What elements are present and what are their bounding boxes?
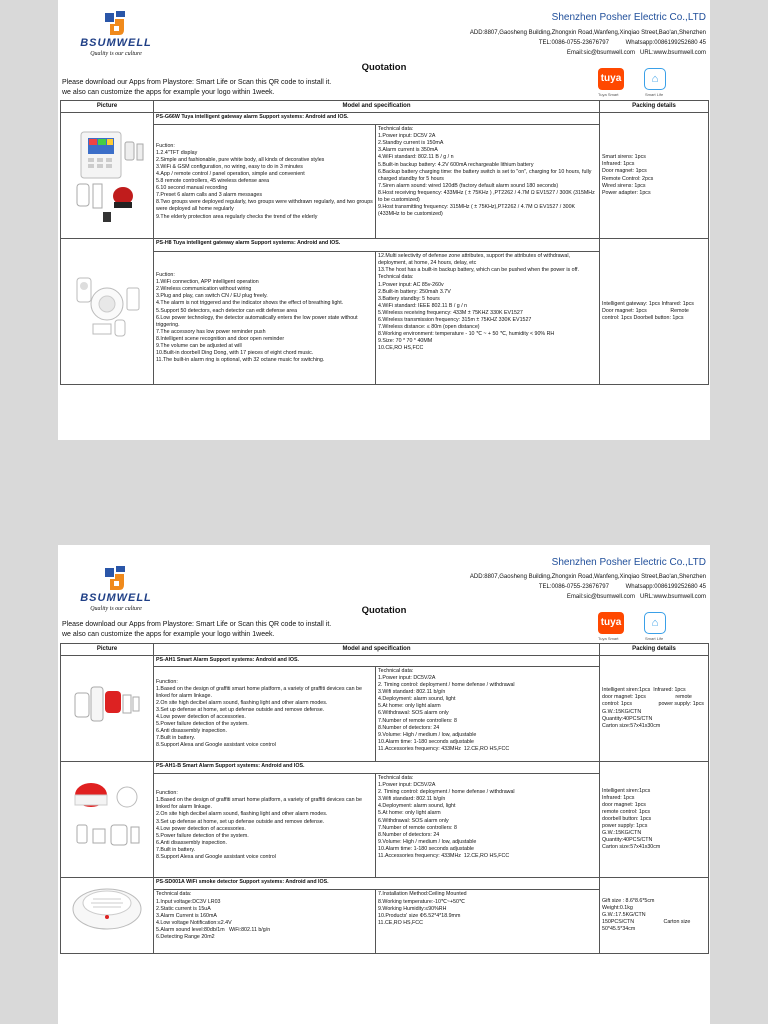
quotation-page-1	[58, 0, 724, 440]
company-name: Shenzhen Posher Electric Co.,LTD	[551, 557, 706, 568]
address-line-3: Email:sic@bsumwell.com URL:www.bsumwell.com	[566, 50, 706, 56]
intro-line-1: Please download our Apps from Playstore: Smart Life or Scan this QR code to install it.	[62, 621, 332, 628]
smart-life-caption: Smart Life	[645, 636, 664, 641]
product-image-g66w	[61, 113, 154, 239]
intro-line-2: we also can customize the apps for example your logo within 1week.	[62, 89, 275, 96]
ah1-kit-image	[63, 657, 151, 757]
header-model: Model and specification	[154, 101, 600, 113]
quotation-title: Quotation	[361, 605, 407, 616]
product-title: PS-H8 Tuya intelligent gateway alarm Support systems: Android and IOS.	[154, 239, 600, 252]
packing-details: Smart sirens: 1pcs Infrared: 1pcs Door magnet: 1pcs Remote Control: 2pcs Wired sirens: 1pcs Power adapter: 1pcs	[600, 113, 709, 239]
h8-gateway-kit-image	[63, 240, 151, 380]
quotation-table-2	[60, 643, 709, 954]
tuya-app-icon[interactable]: tuya	[598, 612, 624, 634]
product-image-ah1-b	[61, 762, 154, 878]
product-image-h8	[61, 239, 154, 385]
smart-life-caption: Smart Life	[645, 92, 664, 97]
tuya-app-icon[interactable]: tuya	[598, 68, 624, 90]
address-line-2: TEL:0086-0755-23676797 Whatsapp:0086199252680 45	[538, 40, 706, 46]
technical-data: Technical data: 1.Power input: DC5V/2A 2. Timing control: deployment / home defense / withdrawal 3.Wifi standard: 802.11 b/g/n 4.Deployment: alarm sound, light 5.At home: only light alarm 6.Withdrawal: SOS alarm only 7.Number of remote controllers: 8 8.Number of detectors: 24 9.Volume: High / medium / low, adjustable 10.Alarm time: 1-180 seconds adjustable 11.Accessories frequency: 433MHz 12.CE,RO HS,FCC	[376, 774, 600, 878]
function-list: Fuction: 1.2.4"TFT display 2.Simple and fashionable, pure white body, all kinds of decorative styles 3.WiFi & GSM configuration, no wiring, easy to do in 3 minutes 4.App / remote control / panel operation, simple and convenient 5.8 remote controllers, 45 wireless defense area 6.10 second manual recording 7.Preset 6 alarm calls and 3 alarm messages 8.Two groups were deployed regularly, two groups were withdrawn regularly, and two groups were deployed all home regularly 9.The elderly protection area regularly checks the trend of the elderly	[154, 125, 376, 239]
product-title: PS-G66W Tuya intelligent gateway alarm Support systems: Android and IOS.	[154, 113, 600, 125]
header-model: Model and specification	[154, 644, 600, 656]
packing-details: Intelligent gateway: 1pcs Infrared: 1pcs Door magnet: 1pcs Remote control: 1pcs Doorbell button: 1pcs	[600, 239, 709, 385]
header-packing: Packing details	[600, 101, 709, 113]
table-header-row	[61, 101, 709, 113]
header-packing: Packing details	[600, 644, 709, 656]
packing-details: Intelligent siren:1pcs Infrared: 1pcs door magnet: 1pcs remote control: 1pcs power supply: 1pcs G.W.:15KG/CTN Quantity:40PCS/CTN Carton size:57x41x30cm	[600, 656, 709, 762]
function-list: Fuction: 1.WiFi connection, APP intelligent operation 2.Wireless communication without wiring 3.Plug and play, can switch CN / EU plug freely. 4.The alarm is not triggered and the indicator shows the effect of breathing light. 5.Support 50 detectors, each detector can edit defense area 6.Low power technology, the detector automatically enters the low power state without triggering. 7.The accessory has low power reminder push 8.Intelligent scene recognition and door open reminder 9.The volume can be adjusted at will 10.Built-in doorbell Ding Dong, with 17 pieces of eight chord music. 11.The built-in alarm ring is optional, with 32 octane music for switching.	[154, 252, 376, 385]
product-title-row	[61, 762, 709, 774]
table-header-row	[61, 644, 709, 656]
product-image-ah1	[61, 656, 154, 762]
product-title-row	[61, 878, 709, 890]
header-picture: Picture	[61, 644, 154, 656]
product-title: PS-AH1 Smart Alarm Support systems: Android and IOS.	[154, 656, 600, 667]
packing-details: Intelligent siren:1pcs Infrared: 1pcs door magnet: 1pcs remote control: 1pcs doorbell button: 1pcs power supply: 1pcs G.W.:15KG/CTN Quantity:40PCS/CTN Carton size:57x41x30cm	[600, 762, 709, 878]
quotation-title: Quotation	[361, 62, 407, 73]
brand-slogan: Quality is our culture	[90, 51, 142, 57]
gateway-alarm-kit-image	[63, 114, 151, 234]
product-title-row	[61, 239, 709, 252]
logo-mark-icon	[104, 565, 126, 591]
brand-name: BSUMWELL	[80, 592, 152, 604]
technical-data: Technical data: 1.Power input: DC5V/2A 2. Timing control: deployment / home defense / withdrawal 3.Wifi standard: 802.11 b/g/n 4.Deployment: alarm sound, light 5.At home: only light alarm 6.Withdrawal: SOS alarm only 7.Number of remote controllers: 8 8.Number of detectors: 24 9.Volume: High / medium / low, adjustable 10.Alarm time: 1-180 seconds adjustable 11.Accessories frequency: 433MHz 12.CE,RO HS,FCC	[376, 666, 600, 761]
product-title-row	[61, 113, 709, 125]
smoke-detector-image	[63, 879, 151, 949]
header-picture: Picture	[61, 101, 154, 113]
address-line-3: Email:sic@bsumwell.com URL:www.bsumwell.com	[566, 594, 706, 600]
product-image-sd001a	[61, 878, 154, 954]
quotation-table-1	[60, 100, 724, 385]
product-title-row	[61, 656, 709, 667]
function-list: Function: 1.Based on the design of graffiti smart home platform, a variety of graffiti devices can be linked for alarm linkage. 2.On site high decibel alarm sound, flashing light and other alarm modes. 3.Set up defense at home, set up defense outside and remove defense. 4.Low power detection of accessories. 5.Power failure detection of the system. 6.Anti disassembly inspection. 7.Built in battery. 8.Support Alexa and Google assistant voice control	[154, 774, 376, 878]
technical-data: Technical data: 1.Power input: DC5V 2A 2.Standby current is 150mA 3.Alarm current is 350mA 4.WiFi standard: 802.11 B / g / n 5.Built-in backup battery: 4.2V 600mA rechargeable lithium battery 6.Backup battery charging time: the battery switch is set to "on", charging for 10 hours, fully charged standby for 5 hours 7.Siren alarm sound: wired 120dB (factory default alarm sound 180 seconds) 8.Host receiving frequency: 433MHz ( ± 75KHz ) ,PT2262 / 4.7M Ω EV1527 / 300K (315MHz to be customized) 9.Host transmitting frequency: 315MHz ( ± 75KHz),PT2262 / 4.7M Ω EV1527 / 300K (433MHz to be customized)	[376, 125, 600, 239]
address-line-1: ADD:8807,Gaosheng Building,Zhongxin Road,Wanfeng,Xinqiao Street,Bao'an,Shenzhen	[469, 574, 706, 580]
smart-life-icon[interactable]: ⌂	[644, 68, 666, 90]
intro-line-1: Please download our Apps from Playstore: Smart Life or Scan this QR code to install it.	[62, 79, 332, 86]
brand-name: BSUMWELL	[80, 37, 152, 49]
company-name: Shenzhen Posher Electric Co.,LTD	[551, 12, 706, 23]
technical-data-part-2: 7.Installation Method:Ceiling Mounted 8.Working temperature:-10℃~+50℃ 9.Working Humidity:≤90%RH 10.Products' size Φ5.52*4*18.9mm 11.CE,RO HS,FCC	[376, 890, 600, 954]
product-title: PS-SD001A WiFi smoke detector Support systems: Android and IOS.	[154, 878, 600, 890]
product-title: PS-AH1-B Smart Alarm Support systems: Android and IOS.	[154, 762, 600, 774]
address-line-2: TEL:0086-0755-23676797 Whatsapp:0086199252680 45	[538, 584, 706, 590]
smart-life-icon[interactable]: ⌂	[644, 612, 666, 634]
logo-mark-icon	[104, 10, 126, 36]
ah1-b-kit-image	[63, 763, 151, 873]
tuya-caption: Tuya Smart	[598, 92, 619, 97]
intro-line-2: we also can customize the apps for example your logo within 1week.	[62, 631, 275, 638]
function-list: Function: 1.Based on the design of graffiti smart home platform, a variety of graffiti devices can be linked for alarm linkage. 2.On site high decibel alarm sound, flashing light and other alarm modes. 3.Set up defense at home, set up defense outside and remove defense. 4.Low power detection of accessories. 5.Power failure detection of the system. 6.Anti disassembly inspection. 7.Built in battery. 8.Support Alexa and Google assistant voice control	[154, 666, 376, 761]
technical-data: 12.Multi selectivity of defense zone attributes, support the attributes of withdrawal, deployment, at home, 24 hours, delay, etc 13.The host has a built-in backup battery, which can be pushed when the power is off. Technical data: 1.Power input: AC 85v-260v 2.Built-in battery: 250mah 3.7V 3.Battery standby: 5 hours 4.WiFi standard: IEEE 802.11 B / g / n 5.Wireless receiving frequency: 433M ± 75KHZ 330K EV1527 6.Wireless transmission frequency: 315m ± 75KHZ 330K EV1527 7.Wireless distance: ≤ 80m (open distance) 8.Working environment: temperature - 10 ℃ ~ + 50 ℃, humidity < 90% RH 9.Size: 70 * 70 * 40MM 10.CE,RO HS,FCC	[376, 252, 600, 385]
brand-slogan: Quality is our culture	[90, 606, 142, 612]
tuya-caption: Tuya Smart	[598, 636, 619, 641]
technical-data-part-1: Technical data: 1.Input voltage:DC3V LR03 2.Static current is 15uA 3.Alarm Current is 160mA 4.Low voltage Notification:≤2.4V 5.Alarm sound level:80db/1m WiFi:802.11 b/g/n 6.Detecting Range 20m2	[154, 890, 376, 954]
packing-details: Gift size : 8.6*8.6*5cm Weight:0.1kg G.W.:17.5KG/CTN 150PCS/CTN Carton size 50*45.5*34cm	[600, 878, 709, 954]
address-line-1: ADD:8807,Gaosheng Building,Zhongxin Road,Wanfeng,Xinqiao Street,Bao'an,Shenzhen	[469, 30, 706, 36]
bsumwell-logo	[76, 10, 156, 65]
quotation-page-2	[58, 545, 710, 1024]
